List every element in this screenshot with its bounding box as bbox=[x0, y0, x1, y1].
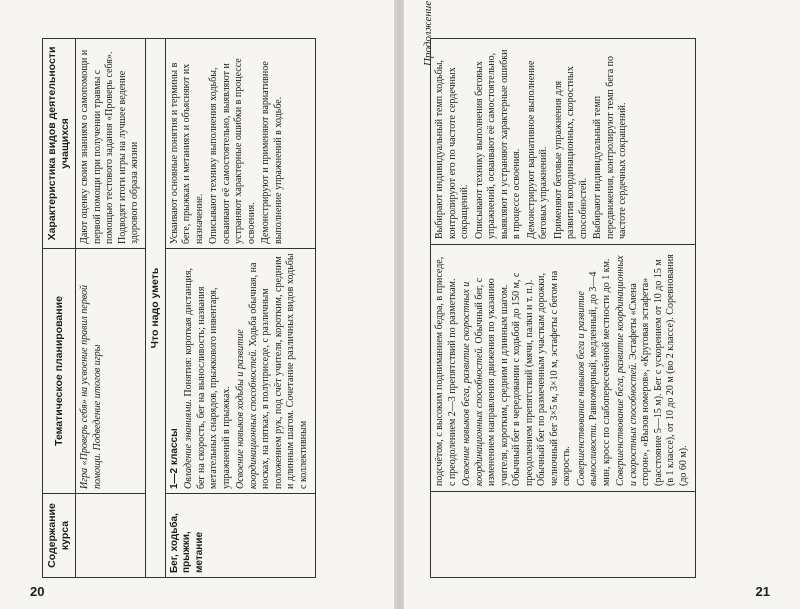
r-col3-paragraph-5: Выбирают индивидуальный темп передвижения, контролируют темп бега по частоте сердечных сокращений. bbox=[592, 55, 628, 239]
row1-col1 bbox=[76, 494, 146, 578]
r-col2-paragraph-1: подсчётом, с высоким подниманием бедра, в приседе, с преодолением 2—3 препятствий по разметкам. bbox=[434, 256, 458, 486]
endurance-label: Совершенствование навыков бега и развитие выносливости. bbox=[575, 291, 599, 486]
table-header-row bbox=[43, 39, 76, 578]
coord-paragraph bbox=[615, 250, 690, 486]
r-col3-paragraph-3: Демонстрируют вариативное выполнение беговых упражнений. bbox=[525, 60, 549, 239]
r-col2 bbox=[431, 245, 696, 492]
r-col1 bbox=[431, 492, 696, 578]
section-row bbox=[145, 39, 165, 578]
mastery-text: Понятия: короткая дистанция, бег на скорость, бег на выносливость; названия метательных снарядов, прыжкового инвентаря, упражнений в прыжках. bbox=[183, 268, 232, 489]
skills-paragraph bbox=[235, 253, 310, 489]
r-col3 bbox=[431, 39, 696, 245]
section-title: Что надо уметь bbox=[145, 39, 165, 578]
grade-label: 1—2 классы bbox=[168, 428, 180, 489]
left-page bbox=[0, 0, 396, 609]
speed-text: Обычный бег, с изменением направления движения по указанию учителя, коротким, средним и длинным шагом. Обычный бег в чередовании с ходьбой до 150 м, с преодолением препятствий (мячи, палки и т. п.). Обычный бег по размеченным участкам дорожки, челночный бег 3×5 м, 3×10 м, эстафеты с бегом на скорость. bbox=[473, 270, 572, 486]
right-table bbox=[430, 38, 696, 578]
left-table bbox=[42, 38, 316, 578]
coord-text: Эстафеты «Смена сторон», «Вызов номеров», «Круговая эстафета» (расстояние 5—15 м). Бег с ускорением от 10 до 15 м (в 1 классе), от 10 до 20 м (во 2 классе). Соревнования (до 60 м). bbox=[627, 254, 689, 486]
left-page-content bbox=[42, 38, 354, 578]
header-activity-characteristics: Характеристика видов деятельности учащихся bbox=[43, 39, 76, 249]
r-col3-paragraph-1: Выбирают индивидуальный темп ходьбы, контролируют его по частоте сердечных сокращений. bbox=[434, 60, 470, 239]
speed-label: Освоение навыков бега, развитие скоростных и координационных способностей. bbox=[461, 281, 485, 486]
skills-label: Освоение навыков ходьбы и развитие координационных способностей. bbox=[235, 329, 259, 489]
mastery-label: Овладение знаниями. bbox=[183, 399, 195, 489]
row2-col3 bbox=[165, 39, 316, 249]
header-course-content: Содержание курса bbox=[43, 494, 76, 578]
skills-text: Ходьба обычная, на носках, на пятках, в полуприседе, с различным положением рук, под счёт учителя, коротким, средним и длинным шагом. Сочетание различных видов ходьбы с коллективным bbox=[247, 253, 309, 489]
r-col3-paragraph-2: Описывают технику выполнения беговых упражнений, осваивают её самостоятельно, выявляют и устраняют характерные ошибки в процессе освоения. bbox=[473, 49, 522, 239]
table-row bbox=[431, 39, 696, 578]
table-row bbox=[165, 39, 316, 578]
col3-paragraph-2: Описывают технику выполнения ходьбы, осваивают её самостоятельно, выявляют и устраняют характерные ошибки в процессе освоения. bbox=[208, 58, 257, 244]
row2-col2 bbox=[165, 249, 316, 494]
r-col3-paragraph-4: Применяют беговые упражнения для развития координационных, скоростных способностей. bbox=[552, 66, 589, 239]
right-page bbox=[404, 0, 800, 609]
col3-paragraph-1: Усваивают основные понятия и термины в беге, прыжках и метаниях и объясняют их назначение. bbox=[168, 62, 205, 244]
row1-col3: Дают оценку своим знаниям о самопомощи и первой помощи при получении травмы с помощью тестового задания «Проверь себя». Подводят итоги игры на лучшее ведение здорового образа жизни bbox=[76, 39, 146, 249]
page-number-left: 20 bbox=[30, 584, 45, 599]
endurance-paragraph bbox=[576, 250, 614, 486]
table-row bbox=[76, 39, 146, 578]
page-number-right: 21 bbox=[755, 584, 770, 599]
speed-paragraph bbox=[461, 250, 574, 486]
mastery-paragraph bbox=[183, 253, 233, 489]
coord-label: Совершенствование бега, развитие координационных и скоростных способностей. bbox=[615, 255, 639, 486]
col3-paragraph-3: Демонстрируют и применяют вариативное выполнение упражнений в ходьбе. bbox=[260, 61, 284, 244]
running-title: Продолжение bbox=[422, 0, 434, 66]
endurance-text: Равномерный, медленный, до 3—4 мин, кросс по слабопересечённой местности до 1 км. bbox=[588, 258, 612, 486]
row1-col2: Игра «Проверь себя» на усвоение правил первой помощи. Подведение итогов игры bbox=[76, 249, 146, 494]
row2-col1: Бег, ходьба, прыжки, метание bbox=[165, 494, 316, 578]
right-page-content bbox=[430, 38, 772, 578]
header-thematic-planning: Тематическое планирование bbox=[43, 249, 76, 494]
